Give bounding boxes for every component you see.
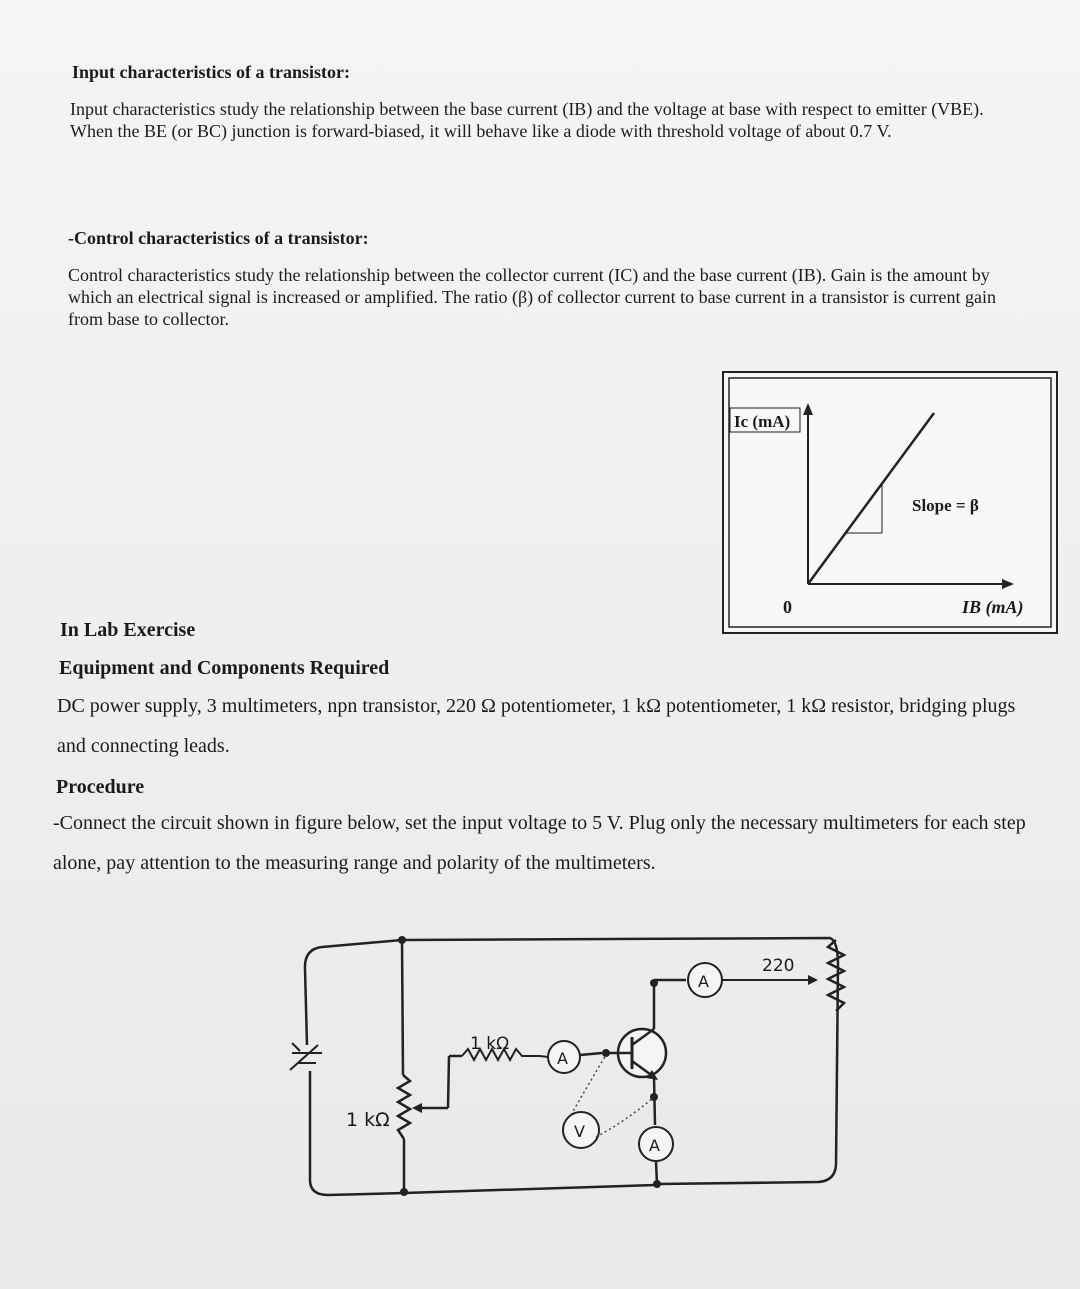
transistor-circuit — [270, 925, 870, 1215]
top-left-node — [398, 936, 406, 944]
circuit-svg — [270, 925, 870, 1215]
origin-label: 0 — [783, 597, 792, 617]
pot-1k-label: 1 kΩ — [346, 1109, 390, 1131]
pot-220-label: 220 — [762, 956, 795, 976]
wire-left-bottom — [310, 1071, 404, 1195]
wire-resistor-ammeter — [540, 1056, 548, 1057]
bottom-left-node — [400, 1188, 408, 1196]
procedure-text: -Connect the circuit shown in figure below, set the input voltage to 5 V. Plug only the necessary multimeters for each step alone, pay attention to the measuring range and polarity of the multimeters. — [53, 812, 1026, 874]
resistor-1k-label: 1 kΩ — [470, 1034, 510, 1054]
wire-top-left — [305, 940, 402, 1045]
bottom-right-node — [653, 1180, 661, 1188]
ic-ib-graph-svg — [722, 371, 1058, 634]
pot-wiper-arrow — [412, 1103, 422, 1113]
wire-ammeter-base — [580, 1053, 602, 1055]
wire-bottom — [404, 1185, 656, 1193]
voltmeter-label: V — [574, 1122, 585, 1141]
input-characteristics-heading: Input characteristics of a transistor: — [72, 62, 350, 82]
pot-1k-zigzag — [398, 1075, 410, 1139]
input-characteristics-text: Input characteristics study the relationship between the base current (IB) and the voltage at base with respect to emitter (VBE). When the BE (or BC) junction is forward-biased, it will behave like a diode with threshold voltage of about 0.7 V. — [70, 99, 984, 141]
pot-220-wiper-arrow — [808, 975, 818, 985]
dc-source-symbol — [290, 1043, 322, 1070]
collector-ammeter-label: A — [698, 972, 709, 991]
procedure-heading: Procedure — [56, 776, 145, 798]
base-ammeter-label: A — [557, 1049, 568, 1068]
pot-220-zigzag — [828, 940, 844, 1011]
wire-pot-top — [402, 940, 403, 1075]
equipment-heading: Equipment and Components Required — [59, 657, 390, 679]
y-axis-label: Ic (mA) — [734, 412, 791, 431]
ic-ib-graph — [722, 371, 1058, 634]
wire-wiper-up — [448, 1056, 449, 1108]
x-axis-label: IB (mA) — [962, 597, 1024, 617]
emitter-ammeter-label: A — [649, 1136, 660, 1155]
equipment-text: DC power supply, 3 multimeters, npn transistor, 220 Ω potentiometer, 1 kΩ potentiometer, 1 kΩ resistor, bridging plugs and connecting leads. — [57, 695, 1016, 757]
wire-emitter-down — [654, 1077, 655, 1125]
in-lab-exercise-title: In Lab Exercise — [60, 619, 196, 641]
control-characteristics-text: Control characteristics study the relationship between the collector current (IC) and the base current (IB). Gain is the amount by which an electrical signal is increased or amplified. The ratio (β) of collector current to base current in a transistor is current gain from base to collector. — [68, 265, 996, 329]
slope-label: Slope = β — [912, 496, 979, 515]
control-characteristics-heading: -Control characteristics of a transistor: — [68, 228, 369, 248]
